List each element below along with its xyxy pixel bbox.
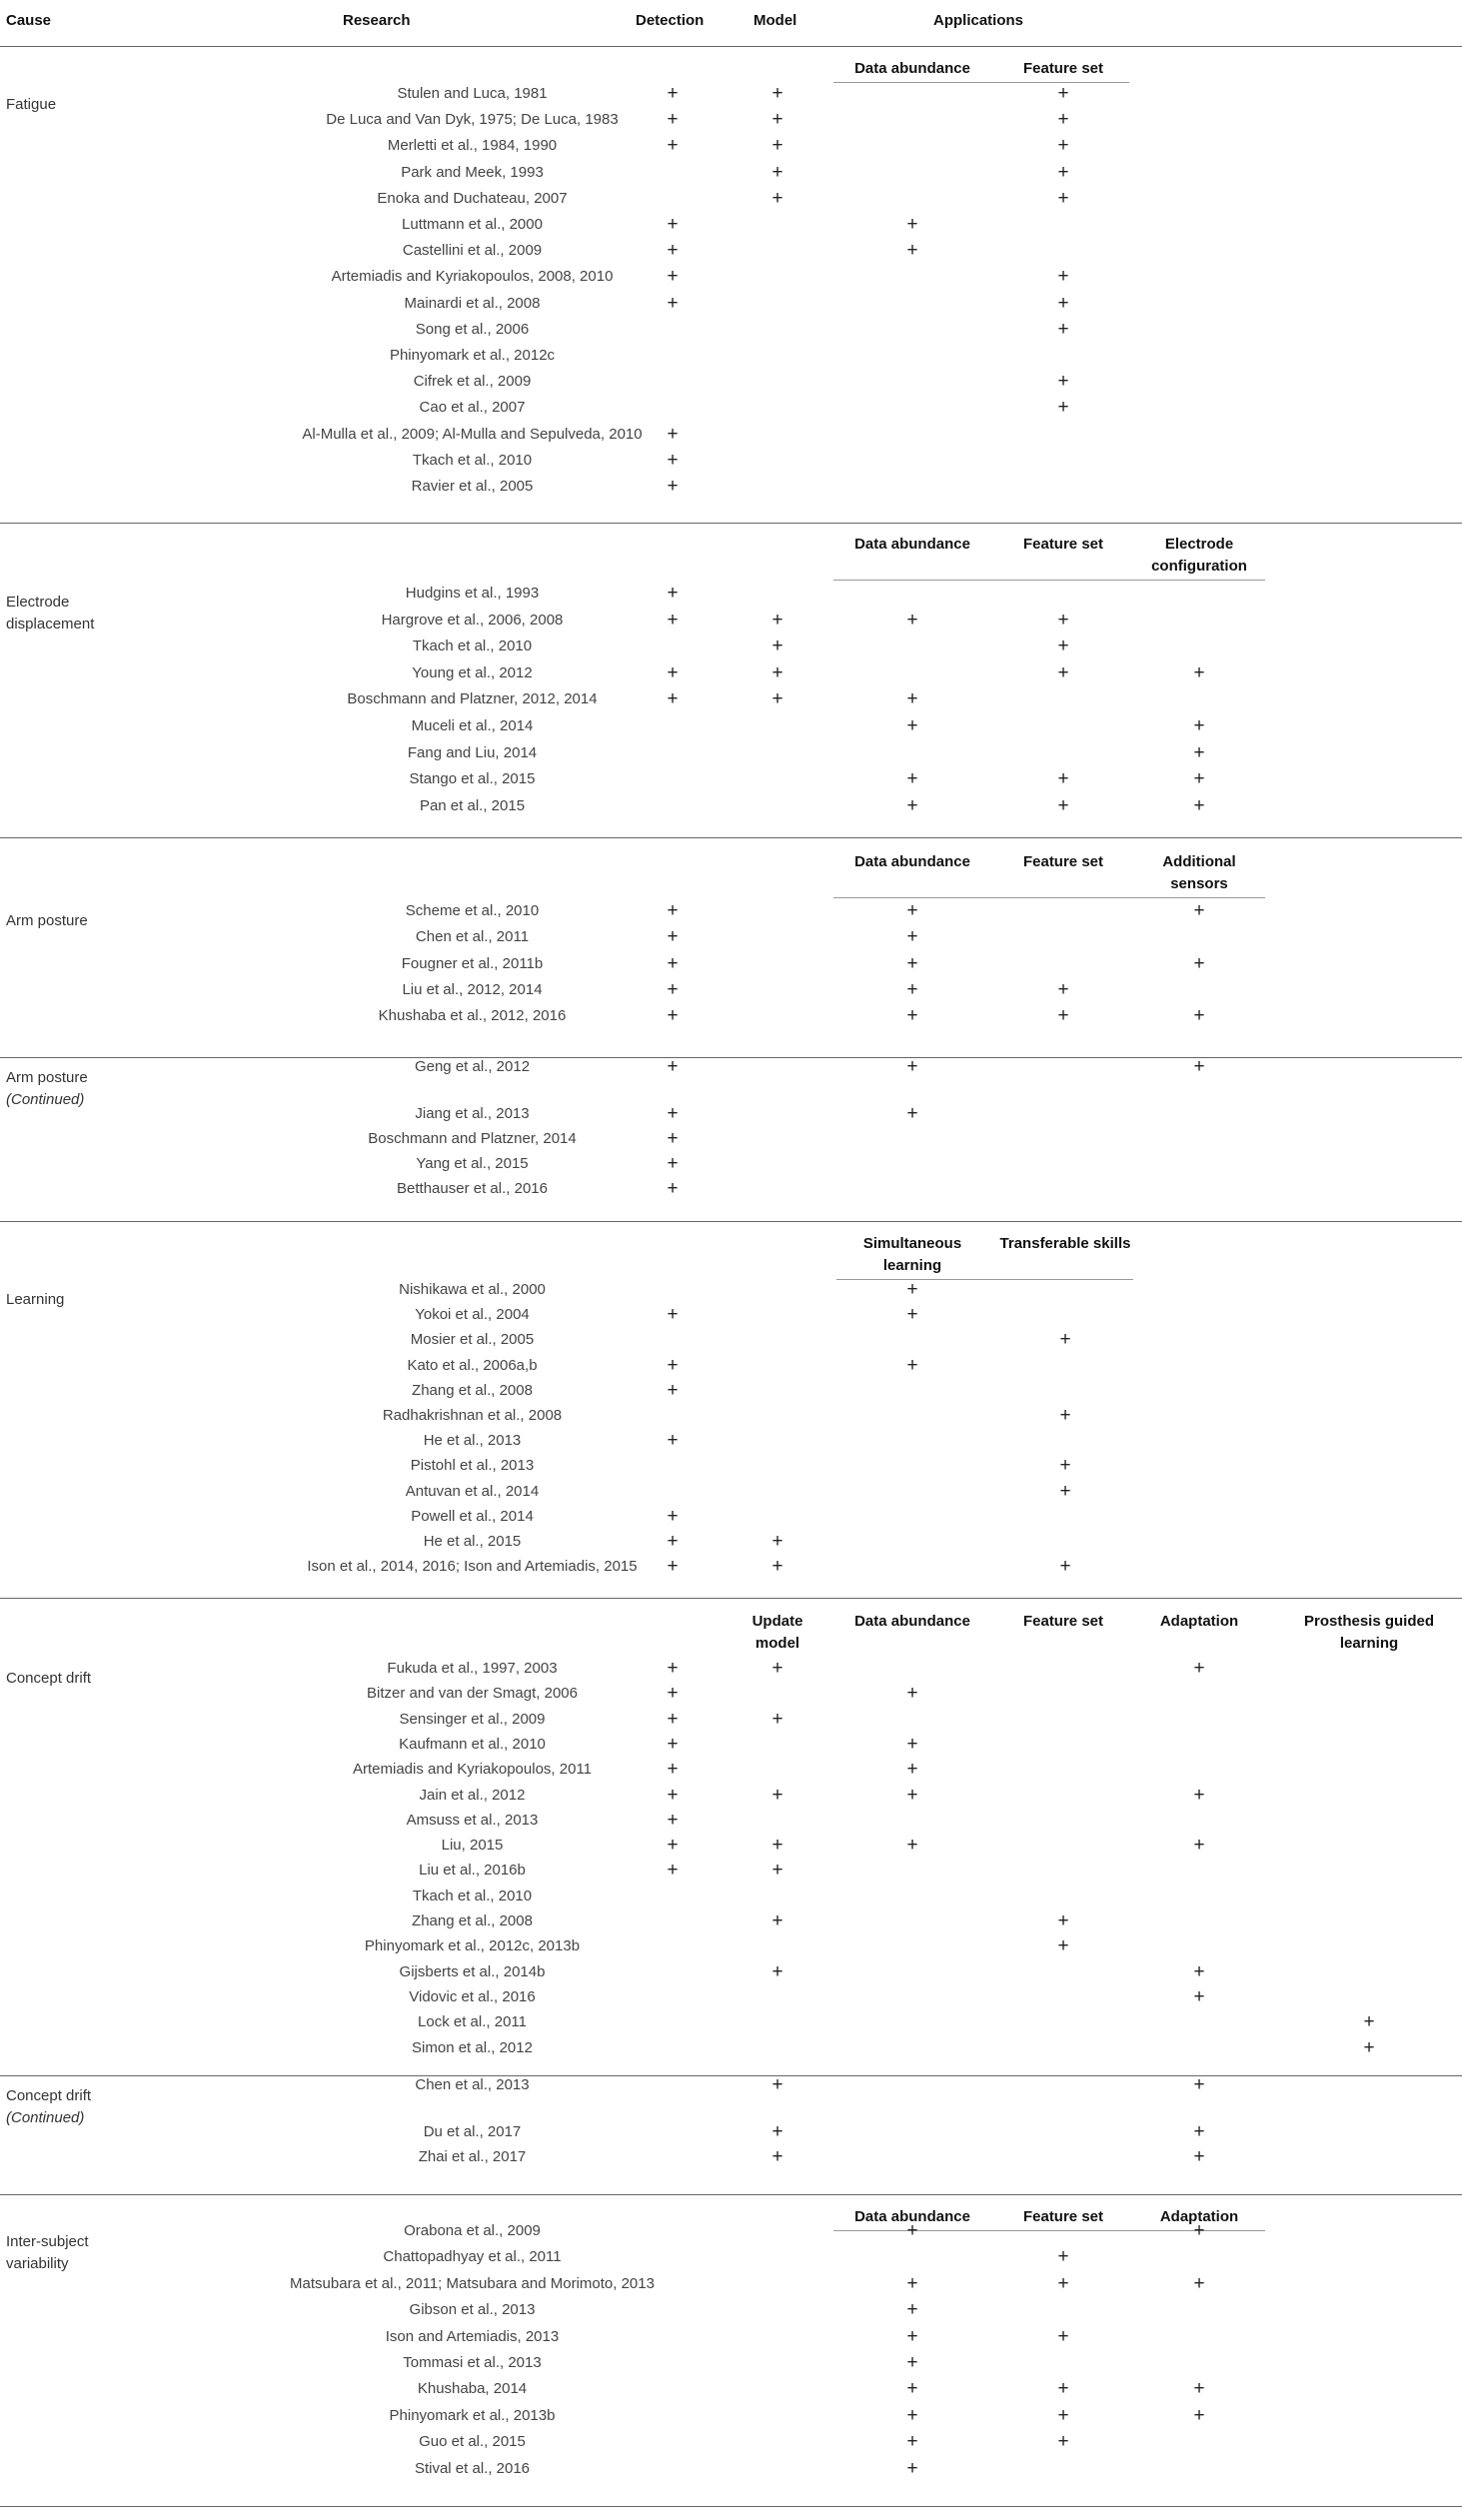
- research-cell: Zhang et al., 2008: [412, 1912, 533, 1929]
- plus-mark: +: [906, 1683, 918, 1705]
- plus-mark: +: [906, 688, 918, 710]
- research-cell: Stulen and Luca, 1981: [397, 85, 548, 102]
- plus-mark: +: [1193, 2220, 1205, 2241]
- plus-mark: +: [667, 1733, 679, 1755]
- research-cell: Liu, 2015: [441, 1837, 504, 1855]
- plus-mark: +: [667, 1759, 679, 1781]
- research-cell: Phinyomark et al., 2013b: [389, 2406, 556, 2424]
- research-cell: Khushaba, 2014: [417, 2380, 528, 2398]
- plus-mark: +: [1059, 1480, 1071, 1502]
- cause-label: Concept drift: [6, 2087, 92, 2104]
- research-cell: Cao et al., 2007: [419, 399, 526, 417]
- plus-mark: +: [667, 1354, 679, 1376]
- plus-mark: +: [667, 952, 679, 974]
- plus-mark: +: [1193, 2074, 1205, 2095]
- plus-mark: +: [667, 1531, 679, 1552]
- subheader-underline: [836, 1279, 1133, 1280]
- research-cell: Zhang et al., 2008: [412, 1381, 533, 1399]
- research-cell: Boschmann and Platzner, 2014: [368, 1130, 577, 1147]
- header-rule: [0, 46, 1462, 47]
- research-cell: Castellini et al., 2009: [402, 242, 543, 260]
- research-cell: Al-Mulla et al., 2009; Al-Mulla and Sepulveda, 2010: [302, 425, 643, 443]
- plus-mark: +: [1193, 1005, 1205, 1027]
- plus-mark: +: [1057, 609, 1069, 630]
- plus-mark: +: [1059, 1556, 1071, 1578]
- cause-label: Fatigue: [6, 96, 57, 113]
- research-cell: Hudgins et al., 1993: [405, 585, 540, 602]
- plus-mark: +: [667, 609, 679, 630]
- plus-mark: +: [1057, 2325, 1069, 2347]
- research-cell: Fang and Liu, 2014: [407, 743, 538, 761]
- research-cell: Geng et al., 2012: [414, 1058, 531, 1075]
- plus-mark: +: [906, 1005, 918, 1027]
- research-cell: Phinyomark et al., 2012c: [389, 347, 556, 364]
- section-rule: [0, 1221, 1462, 1222]
- plus-mark: +: [1193, 1658, 1205, 1679]
- plus-mark: +: [1057, 292, 1069, 314]
- plus-mark: +: [667, 1153, 679, 1174]
- plus-mark: +: [667, 1835, 679, 1857]
- plus-mark: +: [906, 2220, 918, 2241]
- plus-mark: +: [771, 187, 783, 209]
- plus-mark: +: [771, 688, 783, 710]
- plus-mark: +: [771, 2146, 783, 2167]
- plus-mark: +: [667, 1505, 679, 1527]
- plus-mark: +: [667, 266, 679, 288]
- research-cell: Vidovic et al., 2016: [409, 1987, 536, 2005]
- header-cause: Cause: [6, 12, 52, 29]
- research-cell: Sensinger et al., 2009: [399, 1710, 546, 1728]
- plus-mark: +: [667, 1658, 679, 1679]
- plus-mark: +: [1057, 318, 1069, 340]
- research-cell: Amsuss et al., 2013: [406, 1811, 539, 1829]
- cause-continued: (Continued): [6, 1091, 85, 1108]
- plus-mark: +: [1193, 741, 1205, 763]
- plus-mark: +: [667, 661, 679, 683]
- plus-mark: +: [771, 661, 783, 683]
- plus-mark: +: [1057, 266, 1069, 288]
- plus-mark: +: [667, 135, 679, 157]
- research-cell: Antuvan et al., 2014: [405, 1482, 540, 1500]
- research-cell: Tkach et al., 2010: [412, 451, 533, 469]
- plus-mark: +: [667, 926, 679, 948]
- plus-mark: +: [771, 109, 783, 131]
- plus-mark: +: [1057, 768, 1069, 790]
- research-cell: Betthauser et al., 2016: [397, 1180, 548, 1197]
- plus-mark: +: [1193, 794, 1205, 816]
- plus-mark: +: [1057, 371, 1069, 393]
- cause-continued: (Continued): [6, 2109, 85, 2126]
- plus-mark: +: [1057, 2378, 1069, 2400]
- research-cell: Bitzer and van der Smagt, 2006: [367, 1685, 578, 1703]
- subheader-simultaneous-learning: Simultaneous learning: [862, 1235, 962, 1274]
- research-cell: Jain et al., 2012: [419, 1786, 526, 1804]
- subheader-feature-set: Feature set: [1022, 60, 1104, 77]
- subheader-data-abundance: Data abundance: [854, 2208, 970, 2225]
- plus-mark: +: [667, 1809, 679, 1831]
- research-cell: Radhakrishnan et al., 2008: [382, 1407, 563, 1424]
- plus-mark: +: [667, 1128, 679, 1149]
- research-cell: Chattopadhyay et al., 2011: [383, 2248, 562, 2266]
- research-cell: Artemiadis and Kyriakopoulos, 2011: [352, 1761, 593, 1779]
- research-cell: Simon et al., 2012: [412, 2038, 533, 2056]
- research-cell: Park and Meek, 1993: [401, 163, 544, 181]
- plus-mark: +: [771, 1531, 783, 1552]
- plus-mark: +: [771, 83, 783, 104]
- section-rule: [0, 837, 1462, 838]
- research-cell: Jiang et al., 2013: [415, 1105, 530, 1122]
- subheader-data-abundance: Data abundance: [854, 1613, 970, 1630]
- plus-mark: +: [1057, 1910, 1069, 1931]
- research-cell: Mosier et al., 2005: [410, 1331, 535, 1349]
- plus-mark: +: [771, 161, 783, 183]
- plus-mark: +: [906, 1354, 918, 1376]
- table-bottom-rule: [0, 2506, 1462, 2507]
- plus-mark: +: [667, 292, 679, 314]
- cause-label: Inter-subject variability: [6, 2233, 89, 2272]
- plus-mark: +: [667, 1860, 679, 1882]
- plus-mark: +: [1193, 715, 1205, 736]
- research-cell: Kato et al., 2006a,b: [407, 1356, 538, 1374]
- plus-mark: +: [906, 2325, 918, 2347]
- cause-label: Concept drift: [6, 1670, 92, 1687]
- research-cell: De Luca and Van Dyk, 1975; De Luca, 1983: [326, 111, 619, 129]
- plus-mark: +: [906, 1835, 918, 1857]
- plus-mark: +: [1057, 2272, 1069, 2294]
- plus-mark: +: [1193, 2121, 1205, 2142]
- plus-mark: +: [771, 2121, 783, 2142]
- section-rule: [0, 2194, 1462, 2195]
- subheader-underline: [833, 580, 1265, 581]
- research-cell: Ison et al., 2014, 2016; Ison and Artemiadis, 2015: [307, 1558, 638, 1576]
- research-cell: Yokoi et al., 2004: [415, 1306, 530, 1324]
- plus-mark: +: [667, 1683, 679, 1705]
- plus-mark: +: [667, 1784, 679, 1806]
- research-cell: Yang et al., 2015: [416, 1155, 529, 1172]
- research-cell: Liu et al., 2012, 2014: [402, 980, 543, 998]
- research-cell: Stival et al., 2016: [414, 2459, 531, 2477]
- plus-mark: +: [667, 476, 679, 497]
- subheader-update-model: Update model: [751, 1613, 803, 1652]
- plus-mark: +: [1057, 1005, 1069, 1027]
- plus-mark: +: [906, 2431, 918, 2453]
- subheader-feature-set: Feature set: [1022, 853, 1104, 870]
- plus-mark: +: [667, 688, 679, 710]
- plus-mark: +: [1193, 1835, 1205, 1857]
- research-cell: Enoka and Duchateau, 2007: [377, 189, 568, 207]
- subheader-feature-set: Feature set: [1022, 536, 1104, 553]
- plus-mark: +: [906, 978, 918, 1000]
- research-cell: Tommasi et al., 2013: [403, 2354, 542, 2371]
- plus-mark: +: [1193, 2146, 1205, 2167]
- research-cell: Mainardi et al., 2008: [404, 294, 541, 312]
- plus-mark: +: [906, 1103, 918, 1124]
- plus-mark: +: [1057, 2431, 1069, 2453]
- plus-mark: +: [771, 1784, 783, 1806]
- plus-mark: +: [906, 2404, 918, 2426]
- header-detection: Detection: [636, 12, 705, 29]
- plus-mark: +: [906, 609, 918, 630]
- plus-mark: +: [1193, 1985, 1205, 2007]
- plus-mark: +: [667, 1379, 679, 1401]
- research-cell: Merletti et al., 1984, 1990: [387, 137, 558, 155]
- cause-label: Arm posture: [6, 1069, 88, 1086]
- plus-mark: +: [1193, 1784, 1205, 1806]
- section-rule: [0, 523, 1462, 524]
- plus-mark: +: [906, 2272, 918, 2294]
- research-cell: Pistohl et al., 2013: [410, 1457, 535, 1475]
- plus-mark: +: [906, 1056, 918, 1077]
- subheader-electrode-configuration: Electrode configuration: [1151, 536, 1247, 575]
- plus-mark: +: [771, 609, 783, 630]
- research-cell: Phinyomark et al., 2012c, 2013b: [364, 1937, 581, 1955]
- plus-mark: +: [667, 978, 679, 1000]
- plus-mark: +: [667, 1304, 679, 1326]
- plus-mark: +: [771, 1910, 783, 1931]
- research-cell: Song et al., 2006: [415, 320, 530, 338]
- plus-mark: +: [906, 715, 918, 736]
- plus-mark: +: [1193, 2404, 1205, 2426]
- plus-mark: +: [667, 900, 679, 921]
- plus-mark: +: [906, 1733, 918, 1755]
- plus-mark: +: [1059, 1455, 1071, 1477]
- research-cell: Gijsberts et al., 2014b: [399, 1962, 546, 1980]
- research-cell: Lock et al., 2011: [418, 2013, 527, 2031]
- research-cell: Artemiadis and Kyriakopoulos, 2008, 2010: [331, 268, 614, 286]
- section-rule: [0, 1598, 1462, 1599]
- cause-label: Electrode displacement: [6, 594, 95, 632]
- research-cell: Pan et al., 2015: [419, 796, 526, 814]
- plus-mark: +: [667, 109, 679, 131]
- research-cell: Fougner et al., 2011b: [401, 954, 544, 972]
- subheader-adaptation: Adaptation: [1159, 1613, 1239, 1630]
- research-cell: Liu et al., 2016b: [419, 1862, 526, 1880]
- plus-mark: +: [667, 240, 679, 262]
- plus-mark: +: [1057, 661, 1069, 683]
- plus-mark: +: [1057, 187, 1069, 209]
- subheader-additional-sensors: Additional sensors: [1162, 853, 1236, 892]
- plus-mark: +: [1057, 635, 1069, 657]
- plus-mark: +: [1363, 2011, 1375, 2033]
- plus-mark: +: [1193, 661, 1205, 683]
- research-cell: Tkach et al., 2010: [412, 637, 533, 655]
- research-cell: Kaufmann et al., 2010: [399, 1735, 546, 1753]
- plus-mark: +: [1193, 900, 1205, 921]
- plus-mark: +: [1057, 109, 1069, 131]
- plus-mark: +: [906, 240, 918, 262]
- plus-mark: +: [771, 1556, 783, 1578]
- plus-mark: +: [1057, 2404, 1069, 2426]
- plus-mark: +: [906, 1759, 918, 1781]
- header-applications: Applications: [933, 12, 1024, 29]
- research-cell: Tkach et al., 2010: [412, 1887, 533, 1904]
- plus-mark: +: [1193, 952, 1205, 974]
- research-cell: Stango et al., 2015: [409, 770, 536, 788]
- plus-mark: +: [1057, 161, 1069, 183]
- subheader-adaptation: Adaptation: [1159, 2208, 1239, 2225]
- subheader-underline: [833, 82, 1129, 83]
- subheader-data-abundance: Data abundance: [854, 536, 970, 553]
- plus-mark: +: [1363, 2036, 1375, 2058]
- research-cell: Cifrek et al., 2009: [413, 373, 532, 391]
- research-cell: Gibson et al., 2013: [409, 2301, 536, 2319]
- plus-mark: +: [1193, 1056, 1205, 1077]
- research-cell: He et al., 2013: [423, 1432, 522, 1450]
- plus-mark: +: [667, 449, 679, 471]
- plus-mark: +: [906, 1279, 918, 1300]
- plus-mark: +: [906, 2352, 918, 2373]
- research-cell: Orabona et al., 2009: [404, 2222, 541, 2239]
- plus-mark: +: [906, 794, 918, 816]
- plus-mark: +: [667, 423, 679, 445]
- plus-mark: +: [667, 1430, 679, 1452]
- research-cell: Luttmann et al., 2000: [402, 216, 543, 233]
- header-research: Research: [343, 12, 411, 29]
- plus-mark: +: [906, 952, 918, 974]
- plus-mark: +: [906, 2457, 918, 2479]
- header-model: Model: [753, 12, 797, 29]
- research-cell: Du et al., 2017: [423, 2123, 522, 2140]
- plus-mark: +: [906, 2299, 918, 2321]
- plus-mark: +: [667, 1005, 679, 1027]
- research-cell: Ison and Artemiadis, 2013: [385, 2327, 560, 2345]
- subheader-feature-set: Feature set: [1022, 2208, 1104, 2225]
- subheader-data-abundance: Data abundance: [854, 853, 970, 870]
- plus-mark: +: [1057, 2246, 1069, 2268]
- research-cell: Khushaba et al., 2012, 2016: [378, 1007, 567, 1025]
- subheader-feature-set: Feature set: [1022, 1613, 1104, 1630]
- plus-mark: +: [906, 926, 918, 948]
- subheader-data-abundance: Data abundance: [854, 60, 970, 77]
- plus-mark: +: [771, 2074, 783, 2095]
- research-cell: Boschmann and Platzner, 2012, 2014: [347, 690, 598, 708]
- plus-mark: +: [906, 768, 918, 790]
- subheader-underline: [833, 897, 1265, 898]
- plus-mark: +: [906, 1304, 918, 1326]
- plus-mark: +: [771, 1860, 783, 1882]
- cause-label: Arm posture: [6, 912, 88, 929]
- plus-mark: +: [771, 635, 783, 657]
- plus-mark: +: [906, 2378, 918, 2400]
- plus-mark: +: [667, 1103, 679, 1124]
- subheader-prosthesis-guided-learning: Prosthesis guided learning: [1303, 1613, 1435, 1652]
- plus-mark: +: [1059, 1329, 1071, 1351]
- research-cell: He et al., 2015: [423, 1533, 522, 1550]
- plus-mark: +: [771, 1658, 783, 1679]
- plus-mark: +: [1193, 768, 1205, 790]
- plus-mark: +: [667, 1708, 679, 1730]
- research-cell: Powell et al., 2014: [411, 1507, 534, 1525]
- plus-mark: +: [667, 583, 679, 604]
- plus-mark: +: [771, 1960, 783, 1982]
- plus-mark: +: [667, 83, 679, 104]
- plus-mark: +: [1057, 83, 1069, 104]
- research-cell: Muceli et al., 2014: [411, 717, 534, 734]
- plus-mark: +: [771, 1835, 783, 1857]
- plus-mark: +: [1193, 1960, 1205, 1982]
- cause-label: Learning: [6, 1291, 65, 1308]
- research-cell: Ravier et al., 2005: [411, 478, 534, 495]
- plus-mark: +: [1193, 2378, 1205, 2400]
- plus-mark: +: [667, 1178, 679, 1199]
- plus-mark: +: [1057, 1935, 1069, 1957]
- research-cell: Matsubara et al., 2011; Matsubara and Morimoto, 2013: [290, 2274, 655, 2292]
- research-cell: Nishikawa et al., 2000: [399, 1281, 546, 1298]
- plus-mark: +: [1193, 2272, 1205, 2294]
- research-cell: Guo et al., 2015: [419, 2433, 526, 2451]
- research-cell: Young et al., 2012: [412, 663, 533, 681]
- research-cell: Chen et al., 2011: [415, 928, 530, 946]
- plus-mark: +: [667, 1556, 679, 1578]
- plus-mark: +: [906, 900, 918, 921]
- plus-mark: +: [771, 1708, 783, 1730]
- research-cell: Chen et al., 2013: [415, 2076, 530, 2093]
- plus-mark: +: [667, 214, 679, 235]
- research-cell: Zhai et al., 2017: [418, 2148, 527, 2165]
- plus-mark: +: [906, 214, 918, 235]
- plus-mark: +: [1057, 794, 1069, 816]
- plus-mark: +: [1057, 397, 1069, 419]
- plus-mark: +: [667, 1056, 679, 1077]
- plus-mark: +: [906, 1784, 918, 1806]
- research-cell: Scheme et al., 2010: [405, 902, 540, 919]
- subheader-transferable-skills: Transferable skills: [999, 1235, 1131, 1252]
- plus-mark: +: [1059, 1405, 1071, 1426]
- plus-mark: +: [1057, 978, 1069, 1000]
- plus-mark: +: [1057, 135, 1069, 157]
- research-cell: Hargrove et al., 2006, 2008: [381, 611, 564, 629]
- plus-mark: +: [771, 135, 783, 157]
- research-cell: Fukuda et al., 1997, 2003: [387, 1660, 558, 1677]
